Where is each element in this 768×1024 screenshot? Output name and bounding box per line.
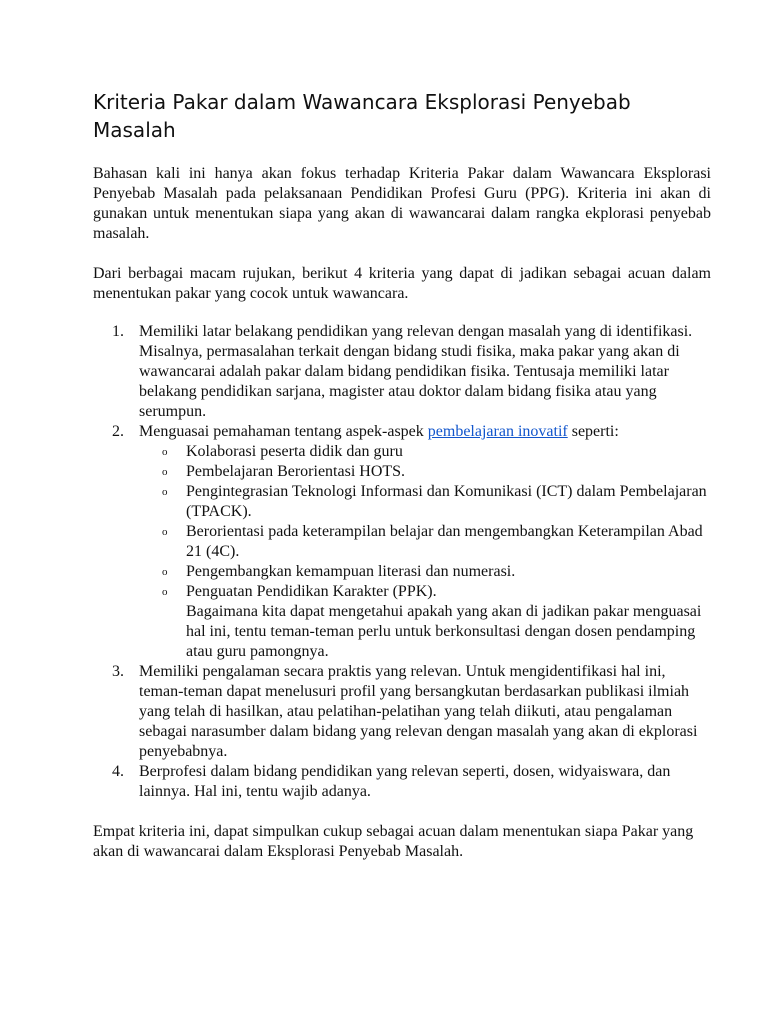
aspect-item xyxy=(139,462,711,482)
criteria-list xyxy=(93,322,711,802)
aspect-item xyxy=(139,582,711,602)
aspect-item xyxy=(139,482,711,522)
innovative-learning-link[interactable]: pembelajaran inovatif xyxy=(427,423,568,440)
consultation-note: Bagaimana kita dapat mengetahui apakah yang akan di jadikan pakar menguasai hal ini, tentu teman-teman perlu untuk berkonsultasi dengan dosen pendamping atau guru pamongnya. xyxy=(186,603,702,660)
aspect-sublist xyxy=(139,442,711,602)
intro-paragraph: Bahasan kali ini hanya akan fokus terhadap Kriteria Pakar dalam Wawancara Eksplorasi Penyebab Masalah pada pelaksanaan Pendidikan Profesi Guru (PPG). Kriteria ini akan di gunakan untuk menentukan siapa yang akan di wawancarai dalam rangka ekplorasi penyebab masalah. xyxy=(93,165,711,242)
criteria-text: Memiliki latar belakang pendidikan yang relevan dengan masalah yang di identifikasi. Misalnya, permasalahan terkait dengan bidang studi fisika, maka pakar yang akan di wawancarai adalah pakar dalam bidang pendidikan fisika. Tentusaja memiliki latar belakang pendidikan sarjana, magister atau doktor dalam bidang fisika atau yang serumpun. xyxy=(139,323,693,420)
criteria-number: 3. xyxy=(112,663,124,680)
circle-bullet-icon: o xyxy=(162,566,168,578)
circle-bullet-icon: o xyxy=(162,446,168,458)
aspect-item xyxy=(139,562,711,582)
document-title: Kriteria Pakar dalam Wawancara Eksplorasi Penyebab Masalah xyxy=(93,90,631,142)
criteria-text: Berprofesi dalam bidang pendidikan yang relevan seperti, dosen, widyaiswara, dan lainnya. Hal ini, tentu wajib adanya. xyxy=(139,763,671,800)
criteria-item-3 xyxy=(93,662,711,762)
criteria-number: 2. xyxy=(112,423,124,440)
aspect-text: Kolaborasi peserta didik dan guru xyxy=(186,443,403,460)
aspect-text: Pembelajaran Berorientasi HOTS. xyxy=(186,463,406,480)
criteria-item-1 xyxy=(93,322,711,422)
conclusion-paragraph: Empat kriteria ini, dapat simpulkan cukup sebagai acuan dalam menentukan siapa Pakar yang akan di wawancarai dalam Eksplorasi Penyebab Masalah. xyxy=(93,823,694,860)
criteria-text-after: seperti: xyxy=(567,423,619,440)
criteria-item-4 xyxy=(93,762,711,802)
aspect-text: Pengintegrasian Teknologi Informasi dan Komunikasi (ICT) dalam Pembelajaran (TPACK). xyxy=(186,483,707,520)
aspect-text: Penguatan Pendidikan Karakter (PPK). xyxy=(186,583,437,600)
criteria-text: Memiliki pengalaman secara praktis yang relevan. Untuk mengidentifikasi hal ini, teman-teman dapat menelusuri profil yang bersangkutan berdasarkan publikasi ilmiah yang telah di hasilkan, atau pelatihan-pelatihan yang telah diikuti, atau pengalaman sebagai narasumber dalam bidang yang relevan dengan masalah yang akan di ekplorasi penyebabnya. xyxy=(139,663,698,760)
criteria-number: 4. xyxy=(112,763,124,780)
criteria-item-2 xyxy=(93,422,711,662)
aspect-item xyxy=(139,442,711,462)
aspect-item xyxy=(139,522,711,562)
circle-bullet-icon: o xyxy=(162,466,168,478)
aspect-text: Berorientasi pada keterampilan belajar dan mengembangkan Keterampilan Abad 21 (4C). xyxy=(186,523,703,560)
lead-paragraph: Dari berbagai macam rujukan, berikut 4 kriteria yang dapat di jadikan sebagai acuan dalam menentukan pakar yang cocok untuk wawancara. xyxy=(93,265,711,302)
aspect-text: Pengembangkan kemampuan literasi dan numerasi. xyxy=(186,563,516,580)
circle-bullet-icon: o xyxy=(162,486,168,498)
circle-bullet-icon: o xyxy=(162,586,168,598)
criteria-number: 1. xyxy=(112,323,124,340)
criteria-text-before: Menguasai pemahaman tentang aspek-aspek xyxy=(139,423,428,440)
circle-bullet-icon: o xyxy=(162,526,168,538)
document-page xyxy=(93,88,711,862)
